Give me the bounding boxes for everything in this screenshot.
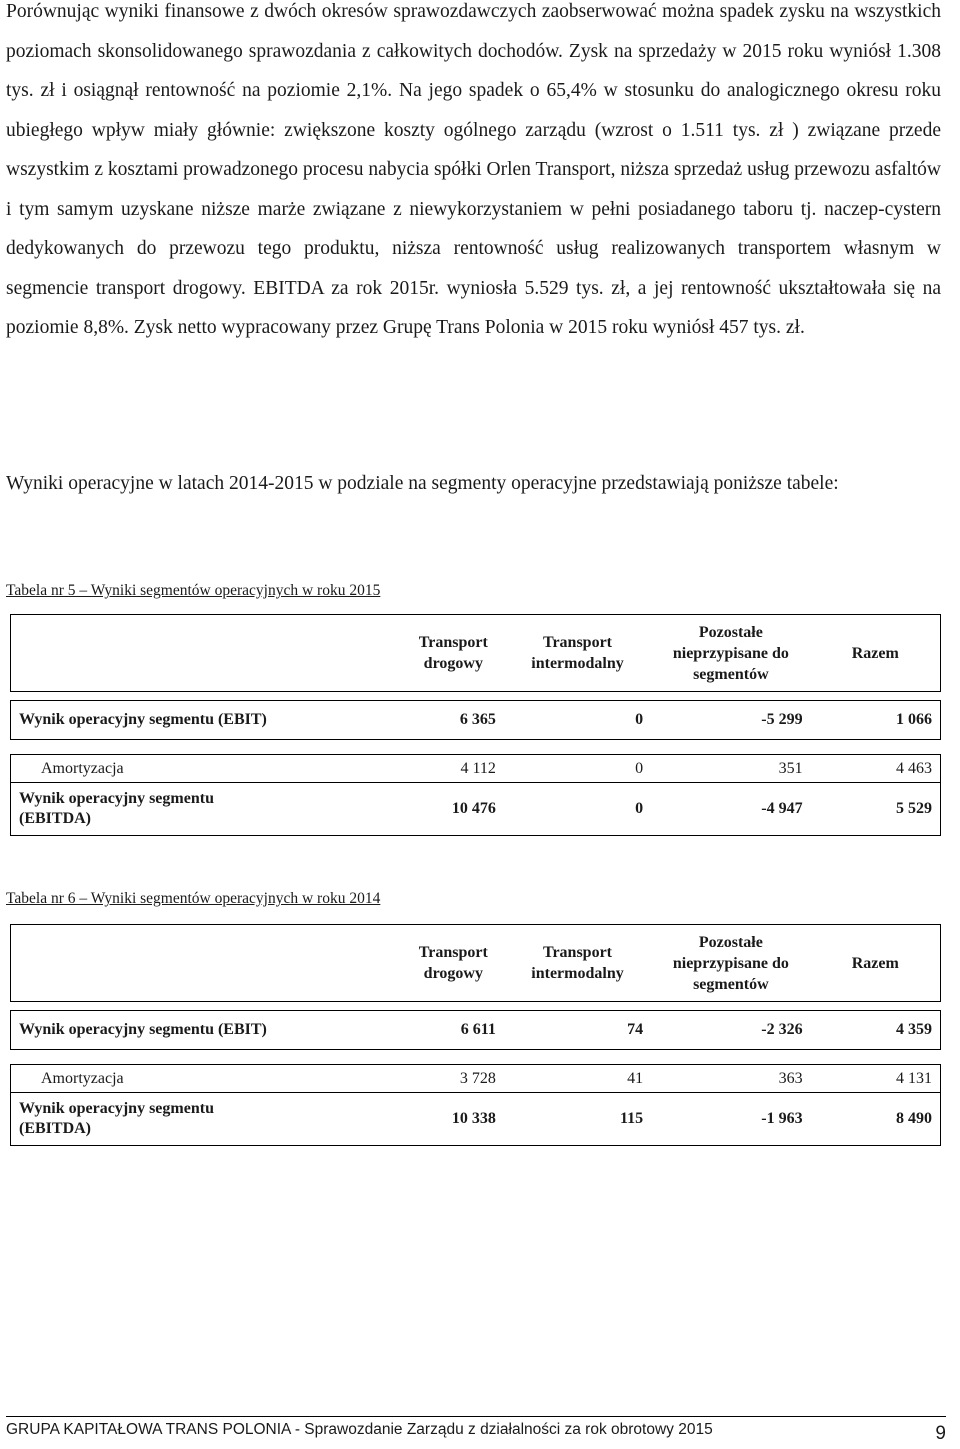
cell-value: 4 463 bbox=[811, 755, 941, 783]
header-pozostale: Pozostałe nieprzypisane do segmentów bbox=[651, 615, 811, 692]
segment-results-table-2015 bbox=[10, 614, 941, 836]
page-number: 9 bbox=[935, 1423, 946, 1444]
table-caption-2015: Tabela nr 5 – Wyniki segmentów operacyjnych w roku 2015 bbox=[6, 582, 381, 599]
cell-value: 0 bbox=[504, 783, 651, 836]
cell-value: 74 bbox=[504, 1011, 651, 1050]
row-label: Amortyzacja bbox=[11, 1065, 403, 1093]
header-transport-drogowy: Transport drogowy bbox=[403, 925, 504, 1002]
header-transport-intermodalny: Transport intermodalny bbox=[504, 615, 651, 692]
cell-value: 5 529 bbox=[811, 783, 941, 836]
row-label: Wynik operacyjny segmentu (EBIT) bbox=[11, 701, 403, 740]
cell-value: -2 326 bbox=[651, 1011, 811, 1050]
table-row-ebitda bbox=[11, 1093, 941, 1146]
cell-value: 3 728 bbox=[403, 1065, 504, 1093]
header-transport-intermodalny: Transport intermodalny bbox=[504, 925, 651, 1002]
cell-value: 351 bbox=[651, 755, 811, 783]
cell-value: 41 bbox=[504, 1065, 651, 1093]
cell-value: -4 947 bbox=[651, 783, 811, 836]
cell-value: 10 476 bbox=[403, 783, 504, 836]
table-row-ebit bbox=[11, 701, 941, 740]
table-caption-2014: Tabela nr 6 – Wyniki segmentów operacyjnych w roku 2014 bbox=[6, 890, 381, 907]
cell-value: 10 338 bbox=[403, 1093, 504, 1146]
header-razem: Razem bbox=[811, 925, 941, 1002]
cell-value: 4 359 bbox=[811, 1011, 941, 1050]
row-label: Wynik operacyjny segmentu (EBITDA) bbox=[19, 1100, 214, 1137]
row-label: Wynik operacyjny segmentu (EBITDA) bbox=[19, 790, 214, 827]
cell-value: 0 bbox=[504, 701, 651, 740]
header-razem: Razem bbox=[811, 615, 941, 692]
cell-value: 115 bbox=[504, 1093, 651, 1146]
page-footer bbox=[6, 1416, 946, 1449]
header-empty bbox=[11, 615, 403, 692]
paragraph-segments-intro: Wyniki operacyjne w latach 2014-2015 w podziale na segmenty operacyjne przedstawiają poniższe tabele: bbox=[6, 473, 839, 494]
header-transport-drogowy: Transport drogowy bbox=[403, 615, 504, 692]
cell-value: -5 299 bbox=[651, 701, 811, 740]
cell-value: -1 963 bbox=[651, 1093, 811, 1146]
cell-value: 4 131 bbox=[811, 1065, 941, 1093]
table-row-amortyzacja bbox=[11, 1065, 941, 1093]
cell-value: 6 611 bbox=[403, 1011, 504, 1050]
table-row-ebitda bbox=[11, 783, 941, 836]
paragraph-financial-results: Porównując wyniki finansowe z dwóch okresów sprawozdawczych zaobserwować można spadek zysku na wszystkich poziomach skonsolidowanego sprawozdania z całkowitych dochodów. Zysk na sprzedaży w 2015 roku wyniósł 1.308 tys. zł i osiągnął rentowność na poziomie 2,1%. Na jego spadek o 65,4% w stosunku do analogicznego okresu roku ubiegłego wpływ miały głównie: zwiększone koszty ogólnego zarządu (wzrost o 1.511 tys. zł ) związane przede wszystkim z kosztami prowadzonego procesu nabycia spółki Orlen Transport, niższa sprzedaż usług przewozu asfaltów i tym samym uzyskane niższe marże związane z niewykorzystaniem w pełni posiadanego taboru tj. naczep-cystern dedykowanych do przewozu tego produktu, niższa rentowność usług realizowanych transportem własnym w segmencie transport drogowy. EBITDA za rok 2015r. wyniosła 5.529 tys. zł, a jej rentowność ukształtowała się na poziomie 8,8%. Zysk netto wypracowany przez Grupę Trans Polonia w 2015 roku wyniósł 457 tys. zł. bbox=[6, 1, 941, 338]
header-pozostale: Pozostałe nieprzypisane do segmentów bbox=[651, 925, 811, 1002]
cell-value: 4 112 bbox=[403, 755, 504, 783]
cell-value: 0 bbox=[504, 755, 651, 783]
table-row-ebit bbox=[11, 1011, 941, 1050]
row-label: Wynik operacyjny segmentu (EBIT) bbox=[11, 1011, 403, 1050]
cell-value: 6 365 bbox=[403, 701, 504, 740]
row-label: Amortyzacja bbox=[11, 755, 403, 783]
cell-value: 8 490 bbox=[811, 1093, 941, 1146]
table-row-amortyzacja bbox=[11, 755, 941, 783]
table-header-row bbox=[11, 925, 941, 1002]
header-empty bbox=[11, 925, 403, 1002]
cell-value: 363 bbox=[651, 1065, 811, 1093]
cell-value: 1 066 bbox=[811, 701, 941, 740]
footer-company-text: GRUPA KAPITAŁOWA TRANS POLONIA - Sprawozdanie Zarządu z działalności za rok obrotowy 2015 bbox=[6, 1421, 713, 1438]
segment-results-table-2014 bbox=[10, 924, 941, 1146]
table-header-row bbox=[11, 615, 941, 692]
